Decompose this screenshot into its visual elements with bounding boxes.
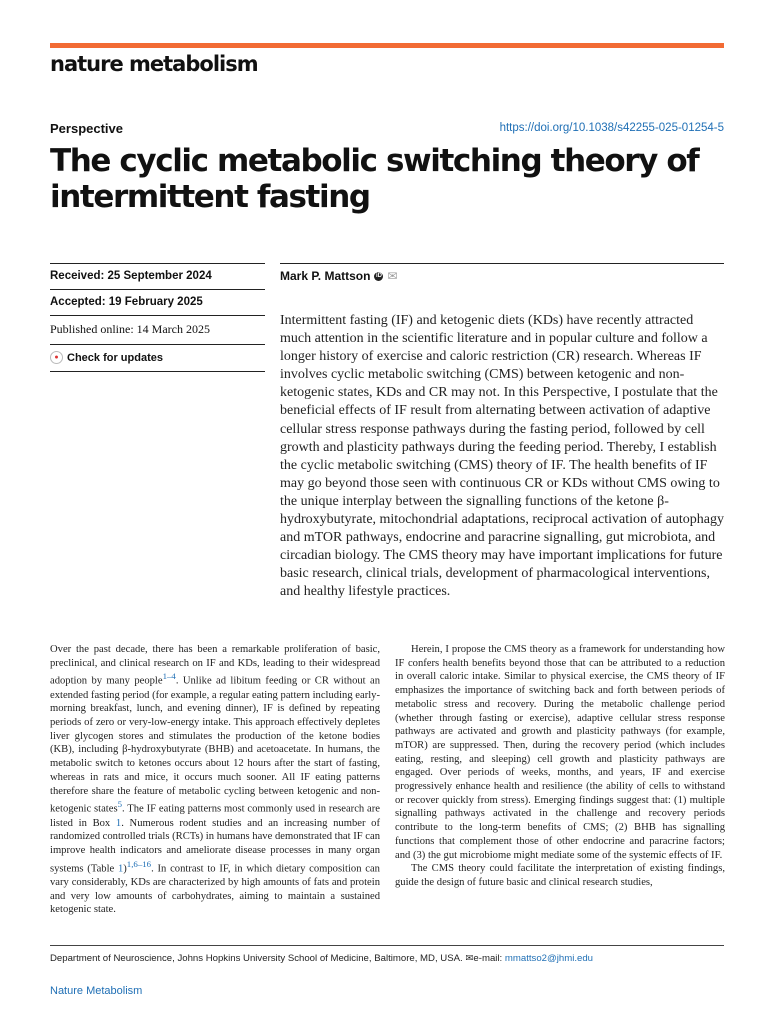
footer-journal-link[interactable]: Nature Metabolism xyxy=(50,985,143,997)
accent-bar xyxy=(50,43,724,48)
check-updates-label: Check for updates xyxy=(67,351,163,364)
body-column-left xyxy=(50,643,380,917)
citation-link[interactable]: 1,6–16 xyxy=(126,858,152,869)
check-updates-icon: ● xyxy=(50,351,63,364)
body-paragraph: The CMS theory could facilitate the interpretation of existing findings, guide the design of future basic and clinical research studies, xyxy=(395,863,725,888)
body-column-right xyxy=(395,643,725,890)
published-date: Published online: 14 March 2025 xyxy=(50,315,265,344)
article-dates xyxy=(50,263,265,372)
article-type: Perspective xyxy=(50,121,123,136)
article-title: The cyclic metabolic switching theory of intermittent fasting xyxy=(50,143,699,215)
abstract: Intermittent fasting (IF) and ketogenic diets (KDs) have recently attracted much attention in the scientific literature and in popular culture and follow a longer history of exercise and caloric restriction (CR) research. Whereas IF involves cyclic metabolic switching (CMS) between ketogenic and non-ketogenic states, KDs and CR may not. In this Perspective, I postulate that the beneficial effects of IF result from alternating between activation of adaptive cellular stress response pathways during the fasting period, followed by cell growth and plasticity pathways during the feeding period. Thereby, I establish the cyclic metabolic switching (CMS) theory of IF. The health benefits of IF may go beyond those seen with continuous CR or KDs without CMS owing to the unique interplay between the signalling functions of the ketone β-hydroxybutyrate, mitochondrial adaptations, reciprocal activation of autophagy and mTOR pathways, endocrine and paracrine signalling, gut microbiota, and circadian biology. The CMS theory may have important implications for future basic research, clinical trials, development of pharmacological interventions, and healthy lifestyle practices. xyxy=(280,313,724,600)
citation-link[interactable]: 5 xyxy=(117,799,122,810)
mail-icon: ✉ xyxy=(465,953,474,964)
check-updates-button[interactable] xyxy=(50,351,265,364)
author-name[interactable]: Mark P. Mattson xyxy=(280,269,371,283)
journal-logo[interactable]: nature metabolism xyxy=(50,52,258,76)
body-paragraph: Herein, I propose the CMS theory as a framework for understanding how IF confers health benefits beyond those that can be attributed to a reduction in overall caloric intake. Similar to physical exercise, the CMS theory of IF emphasizes the importance of switching back and forth between periods of metabolic stress and recovery. During the metabolic challenge period (whether through fasting or exercise), adaptive cellular stress response pathways are activated and growth and plasticity pathways (for example, mTOR) are suppressed. Then, during the recovery period (which includes eating, resting, and sleeping) cell growth and plasticity pathways are engaged. Over periods of weeks, months, and years, IF and exercise progressively enhance health and resilience (the ability of cells to withstand or recover quickly from stress). Emerging findings suggest that: (1) multiple signalling pathways activated in the challenge and recovery periods contribute to the long-term benefits of CMS; (2) BHB has signalling functions that complement those of other endocrine and paracrine factors; and (3) the gut microbiome might mediate some of the systemic effects of IF. xyxy=(395,644,725,861)
author-line xyxy=(280,263,724,283)
mail-icon[interactable]: ✉ xyxy=(387,269,398,283)
check-updates-row xyxy=(50,344,265,372)
accepted-date: Accepted: 19 February 2025 xyxy=(50,289,265,315)
affiliation-text: Department of Neuroscience, Johns Hopkins University School of Medicine, Baltimore, MD, USA. xyxy=(50,953,463,964)
email-link[interactable]: mmattso2@jhmi.edu xyxy=(504,953,593,964)
table-link[interactable]: 1 xyxy=(117,863,124,875)
email-label: e-mail: xyxy=(473,953,505,964)
doi-link[interactable]: https://doi.org/10.1038/s42255-025-01254-5 xyxy=(499,122,724,134)
box-link[interactable]: 1 xyxy=(115,817,122,829)
received-date: Received: 25 September 2024 xyxy=(50,263,265,289)
citation-link[interactable]: 1–4 xyxy=(162,671,176,682)
orcid-icon[interactable]: iD xyxy=(375,273,382,279)
body-paragraph: Over the past decade, there has been a remarkable proliferation of basic, preclinical, and clinical research on IF and KDs, leading to their widespread adoption by many people$^{1-4}$. Unlike ad libitum feeding or CR without an extended fasting period (for example, a regular eating pattern including early-morning breakfast, lunch, and evening dinner), IF is defined by repeating periods of zero or very-low-energy intake. This approach effectively depletes liver glycogen stores and stimulates the production of the ketone bodies (KB), including β-hydroxybutyrate (BHB) and acetoacetate. In humans, the metabolic switch to ketones occurs about 12 hours after the start of fasting, whereas in rats and mice, it occurs much sooner. All IF eating patterns therefore share the feature of metabolic cycling between ketogenic and non-ketogenic states$^5$. The IF eating patterns most commonly used in research are listed in Box 1. Numerous rodent studies and an increasing number of randomized controlled trials (RCTs) in humans have demonstrated that IF can improve health indicators and ameliorate disease processes in many organ systems (Table 1)$^{1,6-16}$. In contrast to IF, in which dietary composition can vary considerably, KDs are characterized by high amounts of fats and protein and very low amounts of carbohydrates, aiming to maintain a sustained ketogenic state. xyxy=(50,644,381,916)
affiliation-footnote xyxy=(50,945,724,964)
